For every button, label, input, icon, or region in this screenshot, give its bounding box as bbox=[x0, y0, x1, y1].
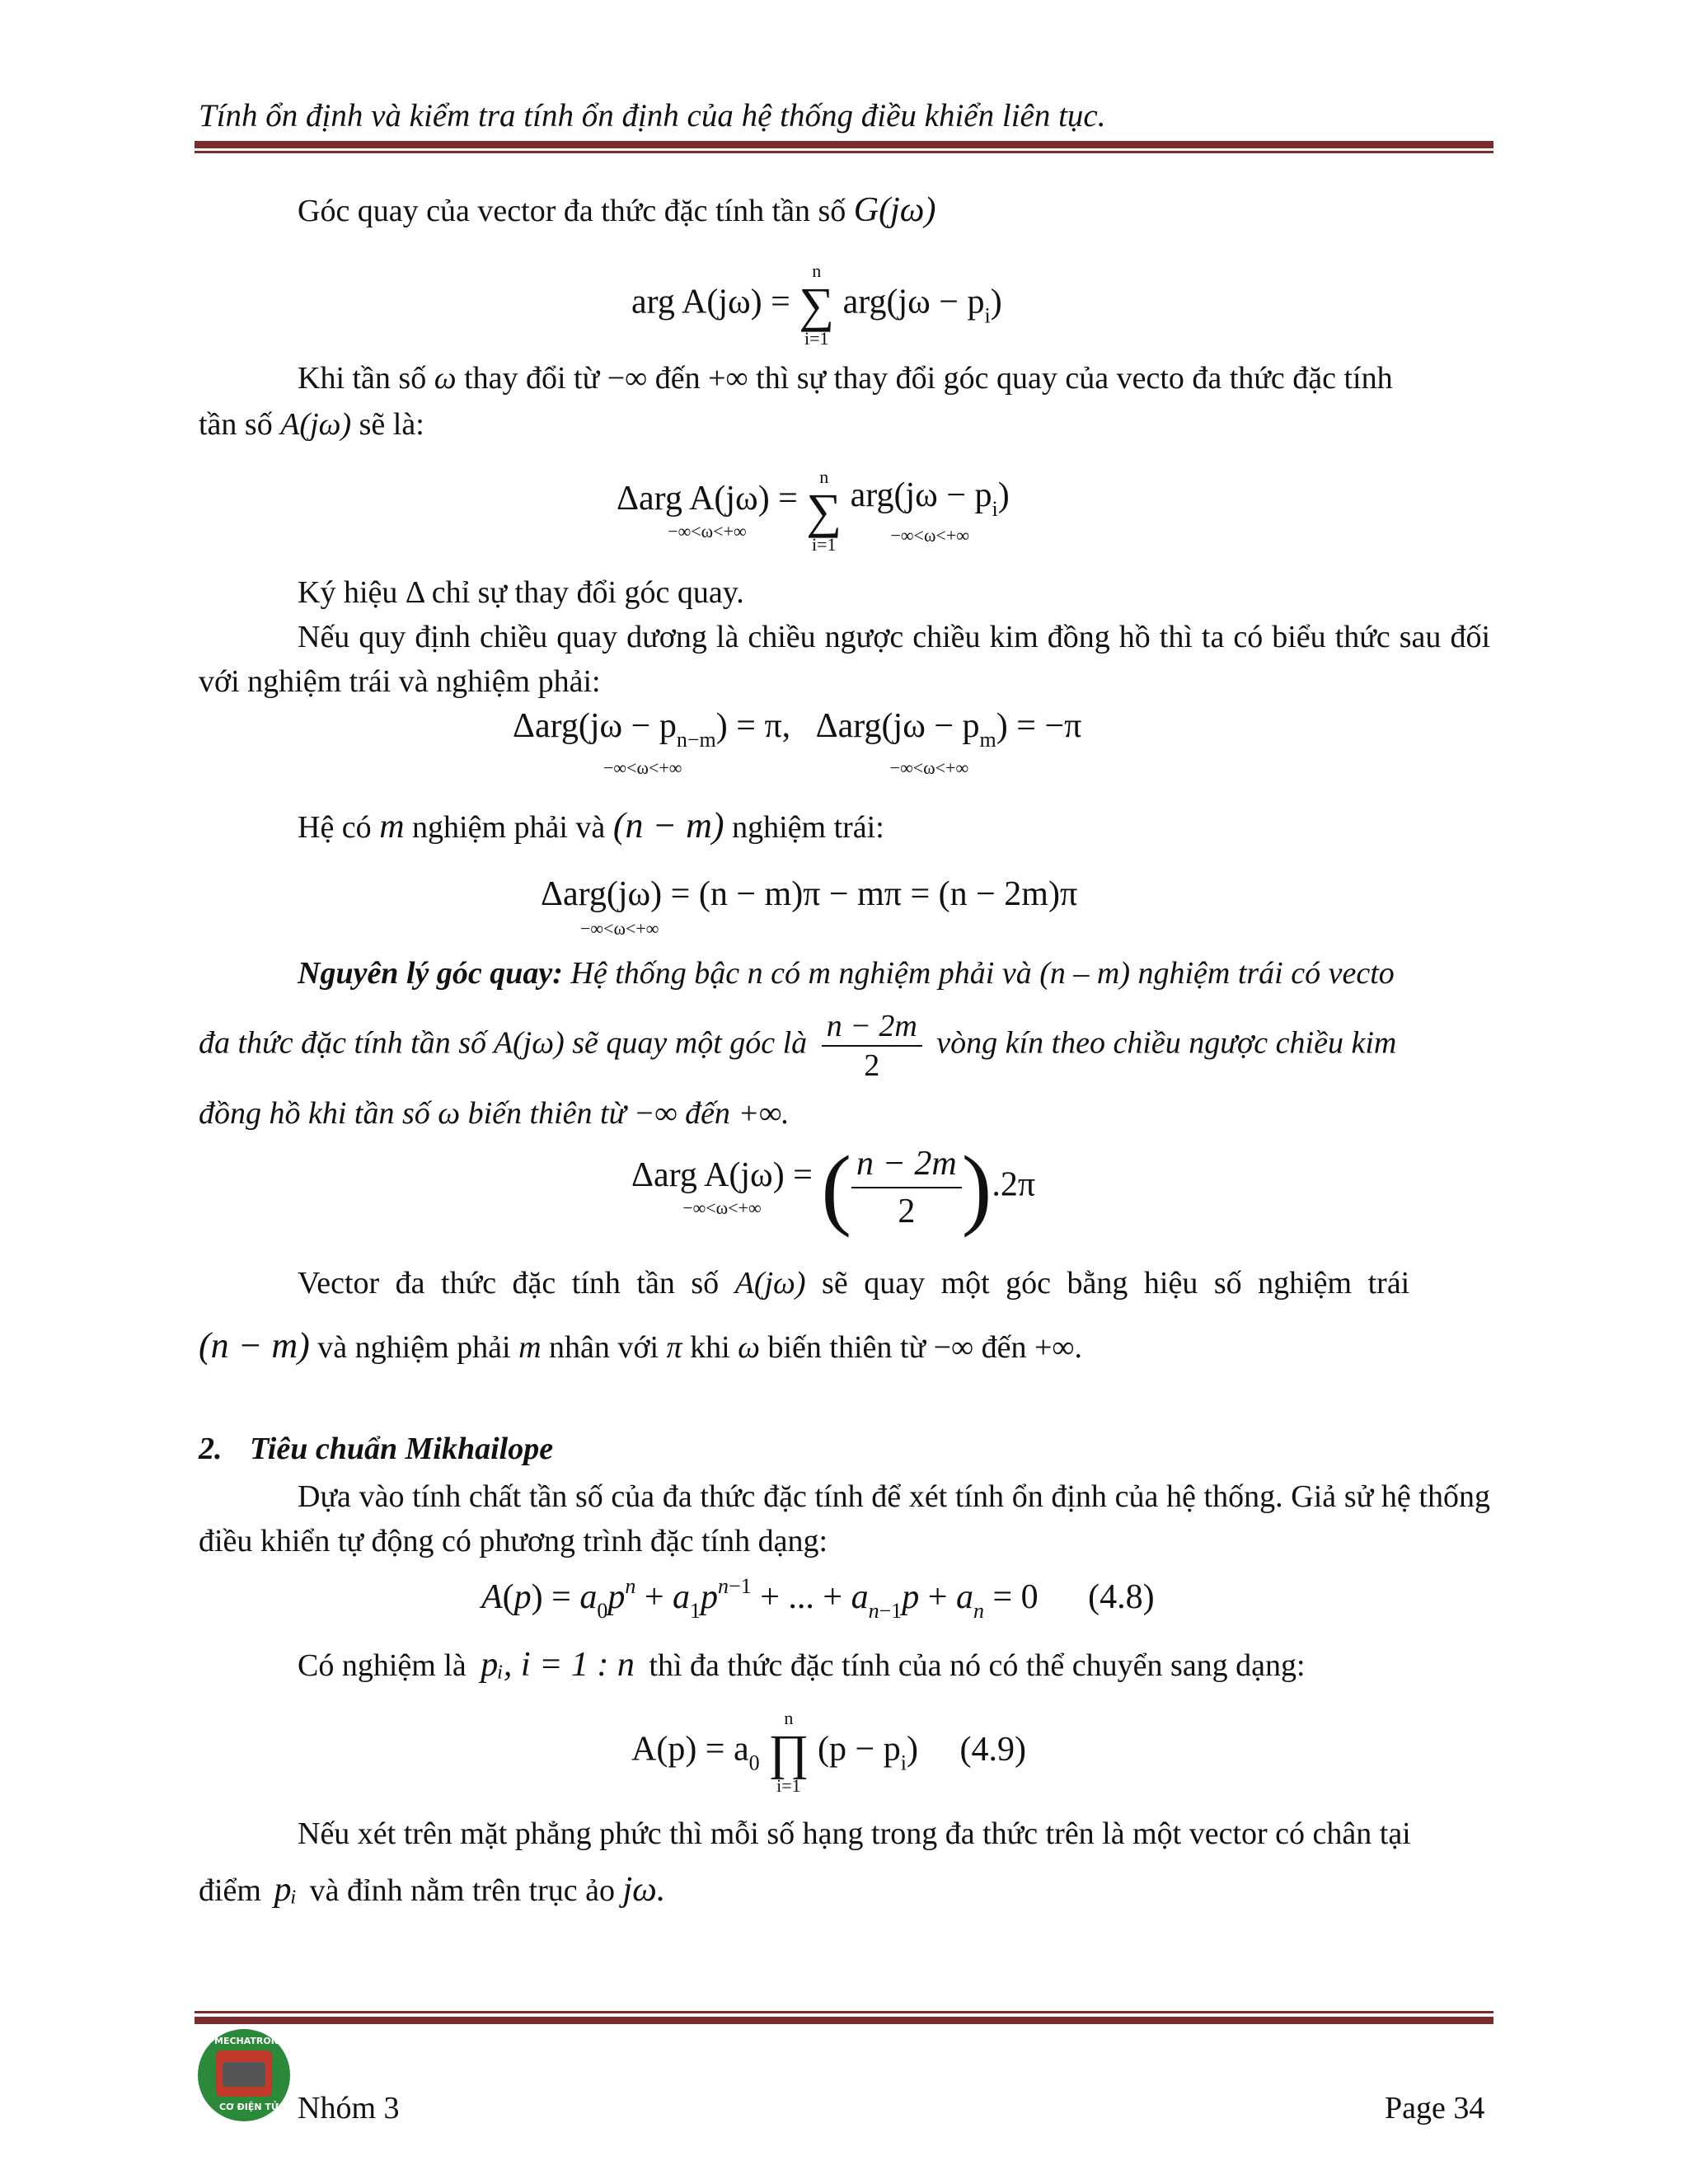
page-number: Page 34 bbox=[1385, 2091, 1485, 2125]
math-symbol: A(jω) bbox=[493, 1025, 565, 1061]
eq-rhs: .2π bbox=[992, 1165, 1036, 1204]
text: chỉ sự thay đổi góc quay. bbox=[431, 575, 744, 610]
eq-lhs: Δarg A(jω) = bbox=[617, 480, 798, 518]
text: khi bbox=[690, 1330, 730, 1365]
eq-sub: n−m bbox=[676, 728, 716, 752]
equation-5 bbox=[631, 1137, 1036, 1238]
minus-infinity: −∞ bbox=[633, 1096, 678, 1131]
header-rule-thin bbox=[195, 151, 1493, 153]
eq-part: Δarg(jω − p bbox=[815, 707, 980, 745]
text: Có nghiệm là bbox=[298, 1648, 467, 1683]
paragraph-3 bbox=[298, 570, 1589, 615]
text: Khi tần số bbox=[298, 361, 427, 396]
fraction-denominator: 2 bbox=[898, 1193, 916, 1230]
plus-infinity: +∞. bbox=[738, 1096, 790, 1131]
eq-lhs: arg A(jω) = bbox=[631, 283, 790, 321]
math-symbol: pᵢ, i = 1 : n bbox=[481, 1646, 635, 1684]
eq-under: −∞<ω<+∞ bbox=[580, 918, 659, 939]
math-symbol: m bbox=[518, 1330, 542, 1365]
paragraph-6-line1 bbox=[298, 1261, 1490, 1305]
fraction-numerator: n − 2m bbox=[822, 1007, 922, 1047]
sum-bottom: i=1 bbox=[804, 328, 829, 349]
text: và đỉnh nằm trên trục ảo bbox=[309, 1873, 616, 1908]
eq-lhs: Δarg A(jω) = bbox=[631, 1156, 813, 1194]
math-symbol: A(jω) bbox=[280, 407, 352, 442]
text: đến bbox=[981, 1330, 1027, 1365]
eq-under: −∞<ω<+∞ bbox=[603, 757, 682, 778]
footer-rule-thick bbox=[195, 2017, 1493, 2024]
eq-rhs: arg(jω − p bbox=[842, 283, 985, 321]
math-symbol: jω. bbox=[622, 1871, 666, 1909]
eq-end: ) bbox=[990, 283, 1002, 321]
paragraph-1 bbox=[298, 188, 1451, 233]
text: sẽ quay một góc bằng hiệu số nghiệm trái bbox=[822, 1266, 1410, 1301]
text: Ký hiệu bbox=[298, 575, 398, 610]
prod-top: n bbox=[784, 1708, 794, 1728]
prod-bottom: i=1 bbox=[776, 1775, 801, 1796]
text: thay đổi từ bbox=[464, 361, 600, 396]
product-symbol: n ∏ i=1 bbox=[768, 1708, 809, 1796]
equation-number: (4.8) bbox=[1088, 1578, 1155, 1616]
fraction bbox=[822, 1007, 922, 1085]
text: nghiệm phải và bbox=[412, 810, 606, 845]
text: đến bbox=[654, 361, 701, 396]
eq-under: −∞<ω<+∞ bbox=[890, 524, 969, 546]
sum-top: n bbox=[812, 260, 822, 281]
text: thì đa thức đặc tính của nó có thể chuyển sang dạng: bbox=[649, 1648, 1306, 1683]
text: Vector đa thức đặc tính tần số bbox=[298, 1266, 720, 1301]
eq-end: ) bbox=[906, 1730, 918, 1769]
math-symbol: A(jω) bbox=[734, 1266, 806, 1301]
omega-symbol: ω bbox=[438, 1096, 461, 1131]
paragraph-2-line1 bbox=[298, 356, 1490, 401]
text: biến thiên từ bbox=[767, 1330, 926, 1365]
eq-part: ) = π, bbox=[715, 707, 791, 745]
eq-part: Δarg(jω − p bbox=[513, 707, 677, 745]
text: vòng kín theo chiều ngược chiều kim bbox=[936, 1025, 1397, 1061]
omega-symbol: ω bbox=[434, 361, 457, 396]
equation-1 bbox=[631, 262, 1002, 348]
sum-symbol: n ∑ i=1 bbox=[799, 260, 835, 349]
paragraph-7: Dựa vào tính chất tần số của đa thức đặc tính để xét tính ổn định của hệ thống. Giả sử hệ thống điều khiển tự động có phương trình đặc tính dạng: bbox=[199, 1479, 1490, 1558]
text: điểm bbox=[199, 1873, 261, 1908]
text: sẽ là: bbox=[359, 407, 424, 442]
eq-rhs: arg(jω − p bbox=[850, 476, 992, 514]
right-paren: ) bbox=[961, 1137, 992, 1238]
math-symbol: m bbox=[379, 808, 405, 846]
eq-under: −∞<ω<+∞ bbox=[889, 757, 969, 778]
text: tần số bbox=[199, 407, 273, 442]
sum-symbol: n ∑ i=1 bbox=[806, 466, 842, 555]
eq-under: −∞<ω<+∞ bbox=[682, 1197, 762, 1218]
equation-6: $A(p) = a_0p^n + a_1p^{n-1}$ + ... + $a_{n-1}p + a_n = 0$ (4.8) bbox=[481, 1574, 1155, 1623]
plus-infinity: +∞ bbox=[708, 361, 748, 396]
eq-sub: i bbox=[992, 496, 998, 521]
equation-2 bbox=[617, 468, 1010, 554]
principle-line3 bbox=[199, 1091, 1490, 1136]
fraction-numerator: n − 2m bbox=[851, 1141, 962, 1188]
eq-sub: 0 bbox=[748, 1750, 760, 1775]
sum-bottom: i=1 bbox=[812, 534, 837, 555]
eq-rhs: (p − p bbox=[818, 1730, 901, 1769]
text: Hệ có bbox=[298, 810, 372, 845]
text: sẽ quay một góc là bbox=[572, 1025, 808, 1061]
minus-infinity: −∞ bbox=[933, 1330, 974, 1365]
eq-part: ) = −π bbox=[996, 707, 1082, 745]
eq-end: ) bbox=[997, 476, 1010, 514]
math-symbol: (n − m) bbox=[199, 1325, 310, 1366]
principle-line2 bbox=[199, 1007, 1490, 1085]
text: đồng hồ khi tần số bbox=[199, 1096, 430, 1131]
eq-text: Δarg(jω) = (n − m)π − mπ = (n − 2m)π bbox=[541, 875, 1078, 913]
paragraph-5 bbox=[298, 804, 1589, 850]
equation-7 bbox=[631, 1709, 1026, 1795]
math-symbol: G(jω) bbox=[853, 191, 936, 229]
eq-sub: i bbox=[900, 1750, 907, 1775]
logo-text-top: MECHATRONICS bbox=[214, 2036, 296, 2046]
header-rule-thick bbox=[195, 141, 1493, 148]
fraction-denominator: 2 bbox=[864, 1048, 880, 1083]
section-number: 2. bbox=[199, 1432, 223, 1466]
paragraph-9-line1 bbox=[298, 1811, 1490, 1856]
text: Hệ thống bậc n có m nghiệm phải và (n – m) nghiệm trái có vecto bbox=[570, 956, 1395, 991]
header-title: Tính ổn định và kiểm tra tính ổn định của hệ thống điều khiển liên tục. bbox=[199, 98, 1106, 134]
text: đến bbox=[685, 1096, 730, 1131]
text: biến thiên từ bbox=[467, 1096, 626, 1131]
footer-rule-thin bbox=[195, 2011, 1493, 2013]
equation-4 bbox=[541, 877, 1077, 944]
text: thì sự thay đổi góc quay của vecto đa thức đặc tính bbox=[756, 361, 1393, 396]
fraction bbox=[851, 1141, 962, 1235]
eq-sub: m bbox=[979, 728, 996, 752]
delta-symbol: Δ bbox=[405, 575, 424, 610]
section-heading bbox=[199, 1431, 553, 1467]
logo-text-bottom: CƠ ĐIỆN TỬ bbox=[219, 2102, 279, 2112]
plus-infinity: +∞. bbox=[1034, 1330, 1082, 1365]
text: Góc quay của vector đa thức đặc tính tần số bbox=[298, 194, 846, 228]
paragraph-4: Nếu quy định chiều quay dương là chiều ngược chiều kim đồng hồ thì ta có biểu thức sau đối với nghiệm trái và nghiệm phải: bbox=[199, 620, 1490, 699]
paragraph-6-line2 bbox=[199, 1324, 1490, 1370]
sum-top: n bbox=[819, 466, 829, 487]
minus-infinity: −∞ bbox=[607, 361, 648, 396]
eq-lhs: A(p) = a bbox=[631, 1730, 749, 1769]
equation-3 bbox=[513, 709, 1081, 777]
text: và nghiệm phải bbox=[317, 1330, 511, 1365]
paragraph-9-line2 bbox=[199, 1868, 1490, 1913]
paragraph-2-line2 bbox=[199, 402, 1490, 447]
math-symbol: (n − m) bbox=[612, 805, 724, 846]
text: Nếu xét trên mặt phẳng phức thì mỗi số hạng trong đa thức trên là một vector có chân tại bbox=[298, 1816, 1411, 1851]
mechatronics-logo bbox=[198, 2029, 296, 2121]
omega-symbol: ω bbox=[738, 1330, 760, 1365]
equation-number: (4.9) bbox=[959, 1730, 1026, 1769]
left-paren: ( bbox=[821, 1137, 852, 1238]
principle-label: Nguyên lý góc quay: bbox=[298, 956, 563, 991]
text: đa thức đặc tính tần số bbox=[199, 1025, 486, 1061]
principle-line1 bbox=[298, 951, 1490, 996]
footer-group: Nhóm 3 bbox=[298, 2091, 400, 2125]
pi-symbol: π bbox=[666, 1330, 682, 1365]
section-title: Tiêu chuẩn Mikhailope bbox=[250, 1432, 554, 1466]
text: nhân với bbox=[549, 1330, 659, 1365]
eq-under: −∞<ω<+∞ bbox=[668, 521, 747, 541]
math-symbol: pᵢ bbox=[274, 1871, 298, 1909]
paragraph-8 bbox=[298, 1643, 1589, 1688]
eq-sub: i bbox=[984, 303, 991, 328]
text: nghiệm trái: bbox=[732, 810, 884, 845]
